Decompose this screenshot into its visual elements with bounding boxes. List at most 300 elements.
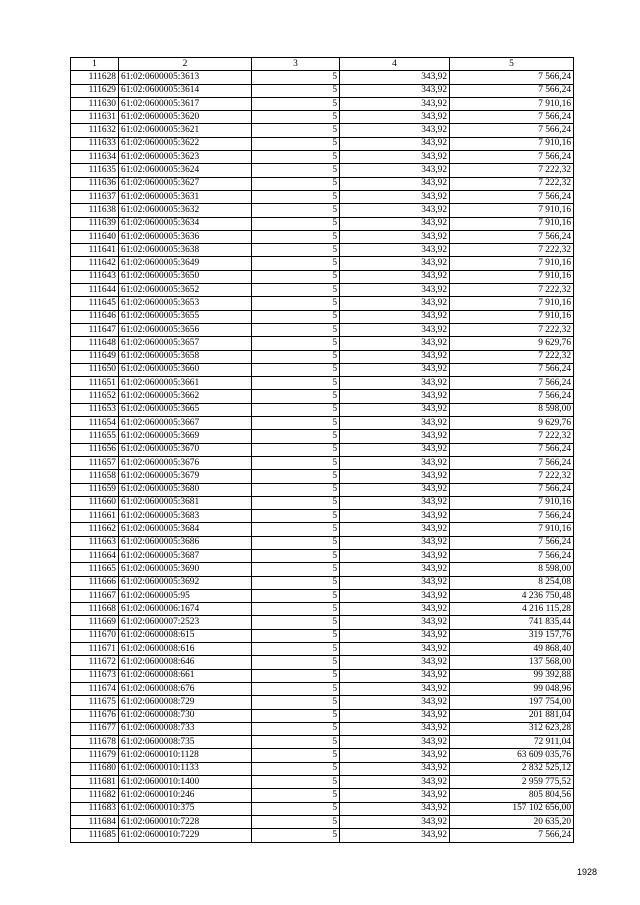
column-header-5: 5 — [450, 58, 574, 71]
column-5-value: 7 566,24 — [450, 549, 574, 562]
cadastral-number: 61:02:0600005:3620 — [119, 111, 252, 124]
cadastral-number: 61:02:0600005:3669 — [119, 430, 252, 443]
column-4-value: 343,92 — [340, 84, 450, 97]
table-row — [71, 802, 574, 815]
column-5-value: 201 881,04 — [450, 709, 574, 722]
column-3-value: 5 — [252, 297, 340, 310]
cadastral-number: 61:02:0600005:3662 — [119, 390, 252, 403]
column-3-value: 5 — [252, 124, 340, 137]
row-number: 111644 — [71, 284, 119, 297]
table-header-row — [71, 58, 574, 71]
cadastral-number: 61:02:0600008:661 — [119, 669, 252, 682]
column-4-value: 343,92 — [340, 111, 450, 124]
column-5-value: 7 222,32 — [450, 350, 574, 363]
cadastral-number: 61:02:0600008:729 — [119, 696, 252, 709]
column-4-value: 343,92 — [340, 669, 450, 682]
column-3-value: 5 — [252, 84, 340, 97]
column-3-value: 5 — [252, 230, 340, 243]
cadastral-number: 61:02:0600005:3684 — [119, 523, 252, 536]
table-row — [71, 257, 574, 270]
column-5-value: 9 629,76 — [450, 337, 574, 350]
row-number: 111680 — [71, 762, 119, 775]
table-row — [71, 84, 574, 97]
column-3-value: 5 — [252, 802, 340, 815]
column-header-3: 3 — [252, 58, 340, 71]
column-4-value: 343,92 — [340, 722, 450, 735]
column-3-value: 5 — [252, 177, 340, 190]
row-number: 111647 — [71, 323, 119, 336]
cadastral-number: 61:02:0600010:7228 — [119, 815, 252, 828]
column-4-value: 343,92 — [340, 71, 450, 84]
table-row — [71, 496, 574, 509]
column-3-value: 5 — [252, 510, 340, 523]
column-5-value: 7 222,32 — [450, 470, 574, 483]
cadastral-number: 61:02:0600008:616 — [119, 643, 252, 656]
cadastral-number: 61:02:0600005:3687 — [119, 549, 252, 562]
column-4-value: 343,92 — [340, 257, 450, 270]
column-3-value: 5 — [252, 430, 340, 443]
column-4-value: 343,92 — [340, 589, 450, 602]
column-4-value: 343,92 — [340, 549, 450, 562]
table-row — [71, 749, 574, 762]
cadastral-number: 61:02:0600005:3617 — [119, 97, 252, 110]
row-number: 111631 — [71, 111, 119, 124]
column-3-value: 5 — [252, 789, 340, 802]
table-row — [71, 696, 574, 709]
table-row — [71, 722, 574, 735]
column-5-value: 9 629,76 — [450, 417, 574, 430]
column-3-value: 5 — [252, 643, 340, 656]
row-number: 111684 — [71, 815, 119, 828]
row-number: 111646 — [71, 310, 119, 323]
cadastral-number: 61:02:0600005:3621 — [119, 124, 252, 137]
row-number: 111658 — [71, 470, 119, 483]
column-3-value: 5 — [252, 350, 340, 363]
cadastral-number: 61:02:0600010:1133 — [119, 762, 252, 775]
column-3-value: 5 — [252, 470, 340, 483]
cadastral-number: 61:02:0600005:3634 — [119, 217, 252, 230]
column-4-value: 343,92 — [340, 603, 450, 616]
column-5-value: 7 566,24 — [450, 190, 574, 203]
column-4-value: 343,92 — [340, 164, 450, 177]
column-3-value: 5 — [252, 563, 340, 576]
column-5-value: 7 566,24 — [450, 456, 574, 469]
row-number: 111643 — [71, 270, 119, 283]
column-5-value: 7 910,16 — [450, 97, 574, 110]
column-3-value: 5 — [252, 363, 340, 376]
table-row — [71, 776, 574, 789]
column-3-value: 5 — [252, 736, 340, 749]
column-4-value: 343,92 — [340, 310, 450, 323]
column-3-value: 5 — [252, 417, 340, 430]
column-3-value: 5 — [252, 204, 340, 217]
column-4-value: 343,92 — [340, 523, 450, 536]
row-number: 111675 — [71, 696, 119, 709]
column-3-value: 5 — [252, 549, 340, 562]
column-3-value: 5 — [252, 71, 340, 84]
column-3-value: 5 — [252, 137, 340, 150]
column-3-value: 5 — [252, 270, 340, 283]
row-number: 111669 — [71, 616, 119, 629]
column-5-value: 7 566,24 — [450, 390, 574, 403]
table-row — [71, 789, 574, 802]
column-3-value: 5 — [252, 709, 340, 722]
cadastral-number: 61:02:0600005:3650 — [119, 270, 252, 283]
cadastral-number: 61:02:0600005:3665 — [119, 403, 252, 416]
column-5-value: 319 157,76 — [450, 629, 574, 642]
row-number: 111636 — [71, 177, 119, 190]
column-4-value: 343,92 — [340, 244, 450, 257]
cadastral-number: 61:02:0600005:3667 — [119, 417, 252, 430]
column-5-value: 7 566,24 — [450, 510, 574, 523]
column-4-value: 343,92 — [340, 297, 450, 310]
column-3-value: 5 — [252, 589, 340, 602]
cadastral-number: 61:02:0600005:3649 — [119, 257, 252, 270]
column-4-value: 343,92 — [340, 616, 450, 629]
column-5-value: 99 392,88 — [450, 669, 574, 682]
row-number: 111685 — [71, 829, 119, 842]
cadastral-number: 61:02:0600005:3624 — [119, 164, 252, 177]
row-number: 111638 — [71, 204, 119, 217]
row-number: 111630 — [71, 97, 119, 110]
cadastral-number: 61:02:0600005:3690 — [119, 563, 252, 576]
cadastral-table — [70, 57, 574, 843]
column-3-value: 5 — [252, 483, 340, 496]
column-5-value: 7 910,16 — [450, 270, 574, 283]
table-row — [71, 443, 574, 456]
column-4-value: 343,92 — [340, 802, 450, 815]
row-number: 111651 — [71, 377, 119, 390]
column-4-value: 343,92 — [340, 323, 450, 336]
row-number: 111678 — [71, 736, 119, 749]
cadastral-number: 61:02:0600005:3631 — [119, 190, 252, 203]
column-4-value: 343,92 — [340, 204, 450, 217]
column-3-value: 5 — [252, 403, 340, 416]
column-4-value: 343,92 — [340, 776, 450, 789]
column-4-value: 343,92 — [340, 762, 450, 775]
column-5-value: 49 868,40 — [450, 643, 574, 656]
cadastral-number: 61:02:0600005:3661 — [119, 377, 252, 390]
cadastral-number: 61:02:0600005:3658 — [119, 350, 252, 363]
row-number: 111659 — [71, 483, 119, 496]
column-4-value: 343,92 — [340, 97, 450, 110]
column-3-value: 5 — [252, 829, 340, 842]
column-5-value: 63 609 035,76 — [450, 749, 574, 762]
row-number: 111661 — [71, 510, 119, 523]
table-row — [71, 297, 574, 310]
table-row — [71, 829, 574, 842]
column-5-value: 20 635,20 — [450, 815, 574, 828]
table-body — [71, 71, 574, 842]
cadastral-number: 61:02:0600005:3692 — [119, 576, 252, 589]
row-number: 111673 — [71, 669, 119, 682]
row-number: 111628 — [71, 71, 119, 84]
table-row — [71, 363, 574, 376]
column-4-value: 343,92 — [340, 483, 450, 496]
column-4-value: 343,92 — [340, 815, 450, 828]
column-header-4: 4 — [340, 58, 450, 71]
table-row — [71, 270, 574, 283]
column-3-value: 5 — [252, 217, 340, 230]
cadastral-number: 61:02:0600010:1400 — [119, 776, 252, 789]
row-number: 111635 — [71, 164, 119, 177]
column-5-value: 7 566,24 — [450, 443, 574, 456]
cadastral-number: 61:02:0600005:3653 — [119, 297, 252, 310]
row-number: 111663 — [71, 536, 119, 549]
row-number: 111640 — [71, 230, 119, 243]
column-3-value: 5 — [252, 616, 340, 629]
row-number: 111664 — [71, 549, 119, 562]
row-number: 111681 — [71, 776, 119, 789]
cadastral-number: 61:02:0600005:3657 — [119, 337, 252, 350]
cadastral-number: 61:02:0600010:1128 — [119, 749, 252, 762]
column-3-value: 5 — [252, 762, 340, 775]
column-5-value: 312 623,28 — [450, 722, 574, 735]
cadastral-number: 61:02:0600005:3613 — [119, 71, 252, 84]
row-number: 111660 — [71, 496, 119, 509]
table-row — [71, 656, 574, 669]
table-row — [71, 111, 574, 124]
column-5-value: 157 102 656,00 — [450, 802, 574, 815]
table-row — [71, 230, 574, 243]
table-row — [71, 456, 574, 469]
cadastral-number: 61:02:0600008:733 — [119, 722, 252, 735]
column-header-2: 2 — [119, 58, 252, 71]
table-row — [71, 616, 574, 629]
row-number: 111639 — [71, 217, 119, 230]
column-5-value: 8 254,08 — [450, 576, 574, 589]
cadastral-number: 61:02:0600005:95 — [119, 589, 252, 602]
cadastral-number: 61:02:0600005:3670 — [119, 443, 252, 456]
cadastral-number: 61:02:0600005:3614 — [119, 84, 252, 97]
column-3-value: 5 — [252, 523, 340, 536]
column-5-value: 8 598,00 — [450, 403, 574, 416]
table-row — [71, 563, 574, 576]
column-5-value: 7 566,24 — [450, 363, 574, 376]
column-5-value: 7 566,24 — [450, 536, 574, 549]
table-row — [71, 510, 574, 523]
column-5-value: 805 804,56 — [450, 789, 574, 802]
row-number: 111676 — [71, 709, 119, 722]
cadastral-number: 61:02:0600010:375 — [119, 802, 252, 815]
column-3-value: 5 — [252, 669, 340, 682]
cadastral-number: 61:02:0600005:3627 — [119, 177, 252, 190]
column-3-value: 5 — [252, 337, 340, 350]
column-4-value: 343,92 — [340, 709, 450, 722]
column-5-value: 7 910,16 — [450, 496, 574, 509]
row-number: 111672 — [71, 656, 119, 669]
column-4-value: 343,92 — [340, 656, 450, 669]
cadastral-number: 61:02:0600008:615 — [119, 629, 252, 642]
column-3-value: 5 — [252, 111, 340, 124]
table-row — [71, 736, 574, 749]
table-row — [71, 164, 574, 177]
column-3-value: 5 — [252, 722, 340, 735]
table-row — [71, 124, 574, 137]
table-row — [71, 97, 574, 110]
column-5-value: 99 048,96 — [450, 682, 574, 695]
row-number: 111665 — [71, 563, 119, 576]
column-3-value: 5 — [252, 244, 340, 257]
column-5-value: 7 566,24 — [450, 483, 574, 496]
row-number: 111634 — [71, 151, 119, 164]
table-row — [71, 523, 574, 536]
column-5-value: 197 754,00 — [450, 696, 574, 709]
column-5-value: 8 598,00 — [450, 563, 574, 576]
column-3-value: 5 — [252, 682, 340, 695]
column-4-value: 343,92 — [340, 190, 450, 203]
column-5-value: 7 222,32 — [450, 323, 574, 336]
table-row — [71, 217, 574, 230]
cadastral-number: 61:02:0600008:646 — [119, 656, 252, 669]
column-3-value: 5 — [252, 443, 340, 456]
row-number: 111671 — [71, 643, 119, 656]
column-4-value: 343,92 — [340, 789, 450, 802]
table-row — [71, 284, 574, 297]
column-4-value: 343,92 — [340, 230, 450, 243]
column-3-value: 5 — [252, 496, 340, 509]
table-row — [71, 576, 574, 589]
column-3-value: 5 — [252, 576, 340, 589]
column-4-value: 343,92 — [340, 643, 450, 656]
column-3-value: 5 — [252, 151, 340, 164]
column-4-value: 343,92 — [340, 629, 450, 642]
cadastral-number: 61:02:0600005:3622 — [119, 137, 252, 150]
row-number: 111642 — [71, 257, 119, 270]
table-row — [71, 643, 574, 656]
column-4-value: 343,92 — [340, 417, 450, 430]
column-4-value: 343,92 — [340, 682, 450, 695]
cadastral-number: 61:02:0600010:246 — [119, 789, 252, 802]
column-3-value: 5 — [252, 257, 340, 270]
column-4-value: 343,92 — [340, 510, 450, 523]
row-number: 111682 — [71, 789, 119, 802]
cadastral-number: 61:02:0600005:3632 — [119, 204, 252, 217]
column-5-value: 7 910,16 — [450, 257, 574, 270]
column-4-value: 343,92 — [340, 377, 450, 390]
column-5-value: 4 236 750,48 — [450, 589, 574, 602]
table-row — [71, 177, 574, 190]
cadastral-number: 61:02:0600005:3623 — [119, 151, 252, 164]
row-number: 111683 — [71, 802, 119, 815]
column-5-value: 7 910,16 — [450, 310, 574, 323]
row-number: 111649 — [71, 350, 119, 363]
table-row — [71, 483, 574, 496]
cadastral-number: 61:02:0600005:3680 — [119, 483, 252, 496]
column-4-value: 343,92 — [340, 177, 450, 190]
column-5-value: 7 222,32 — [450, 244, 574, 257]
cadastral-number: 61:02:0600005:3683 — [119, 510, 252, 523]
cadastral-number: 61:02:0600005:3655 — [119, 310, 252, 323]
row-number: 111633 — [71, 137, 119, 150]
row-number: 111666 — [71, 576, 119, 589]
column-5-value: 7 222,32 — [450, 430, 574, 443]
column-5-value: 7 910,16 — [450, 137, 574, 150]
cadastral-number: 61:02:0600005:3638 — [119, 244, 252, 257]
column-4-value: 343,92 — [340, 124, 450, 137]
table-row — [71, 549, 574, 562]
table-row — [71, 377, 574, 390]
column-5-value: 4 216 115,28 — [450, 603, 574, 616]
column-3-value: 5 — [252, 696, 340, 709]
table-row — [71, 190, 574, 203]
cadastral-number: 61:02:0600005:3686 — [119, 536, 252, 549]
table-row — [71, 669, 574, 682]
row-number: 111667 — [71, 589, 119, 602]
column-4-value: 343,92 — [340, 137, 450, 150]
column-3-value: 5 — [252, 97, 340, 110]
column-5-value: 7 222,32 — [450, 284, 574, 297]
column-5-value: 7 910,16 — [450, 204, 574, 217]
row-number: 111652 — [71, 390, 119, 403]
column-3-value: 5 — [252, 323, 340, 336]
column-3-value: 5 — [252, 284, 340, 297]
table-row — [71, 71, 574, 84]
column-5-value: 7 910,16 — [450, 523, 574, 536]
table-row — [71, 709, 574, 722]
row-number: 111632 — [71, 124, 119, 137]
column-3-value: 5 — [252, 656, 340, 669]
column-5-value: 7 566,24 — [450, 111, 574, 124]
column-3-value: 5 — [252, 815, 340, 828]
column-4-value: 343,92 — [340, 284, 450, 297]
column-3-value: 5 — [252, 603, 340, 616]
row-number: 111648 — [71, 337, 119, 350]
table-row — [71, 417, 574, 430]
table-row — [71, 403, 574, 416]
column-5-value: 7 222,32 — [450, 177, 574, 190]
row-number: 111650 — [71, 363, 119, 376]
column-4-value: 343,92 — [340, 270, 450, 283]
cadastral-number: 61:02:0600008:676 — [119, 682, 252, 695]
column-3-value: 5 — [252, 536, 340, 549]
table-row — [71, 390, 574, 403]
row-number: 111653 — [71, 403, 119, 416]
page-number: 1928 — [576, 867, 597, 877]
cadastral-number: 61:02:0600007:2523 — [119, 616, 252, 629]
column-4-value: 343,92 — [340, 430, 450, 443]
column-5-value: 137 568,00 — [450, 656, 574, 669]
column-4-value: 343,92 — [340, 217, 450, 230]
column-4-value: 343,92 — [340, 736, 450, 749]
table-row — [71, 151, 574, 164]
table-row — [71, 536, 574, 549]
row-number: 111629 — [71, 84, 119, 97]
column-5-value: 7 566,24 — [450, 71, 574, 84]
row-number: 111656 — [71, 443, 119, 456]
column-5-value: 2 832 525,12 — [450, 762, 574, 775]
column-4-value: 343,92 — [340, 749, 450, 762]
table-row — [71, 310, 574, 323]
cadastral-number: 61:02:0600008:735 — [119, 736, 252, 749]
column-4-value: 343,92 — [340, 456, 450, 469]
column-5-value: 7 910,16 — [450, 217, 574, 230]
column-5-value: 7 566,24 — [450, 377, 574, 390]
column-4-value: 343,92 — [340, 536, 450, 549]
cadastral-number: 61:02:0600005:3679 — [119, 470, 252, 483]
column-5-value: 7 566,24 — [450, 151, 574, 164]
row-number: 111679 — [71, 749, 119, 762]
table-row — [71, 603, 574, 616]
cadastral-number: 61:02:0600005:3660 — [119, 363, 252, 376]
column-4-value: 343,92 — [340, 390, 450, 403]
column-3-value: 5 — [252, 164, 340, 177]
column-3-value: 5 — [252, 776, 340, 789]
row-number: 111645 — [71, 297, 119, 310]
column-4-value: 343,92 — [340, 496, 450, 509]
column-5-value: 7 910,16 — [450, 297, 574, 310]
cadastral-number: 61:02:0600005:3676 — [119, 456, 252, 469]
